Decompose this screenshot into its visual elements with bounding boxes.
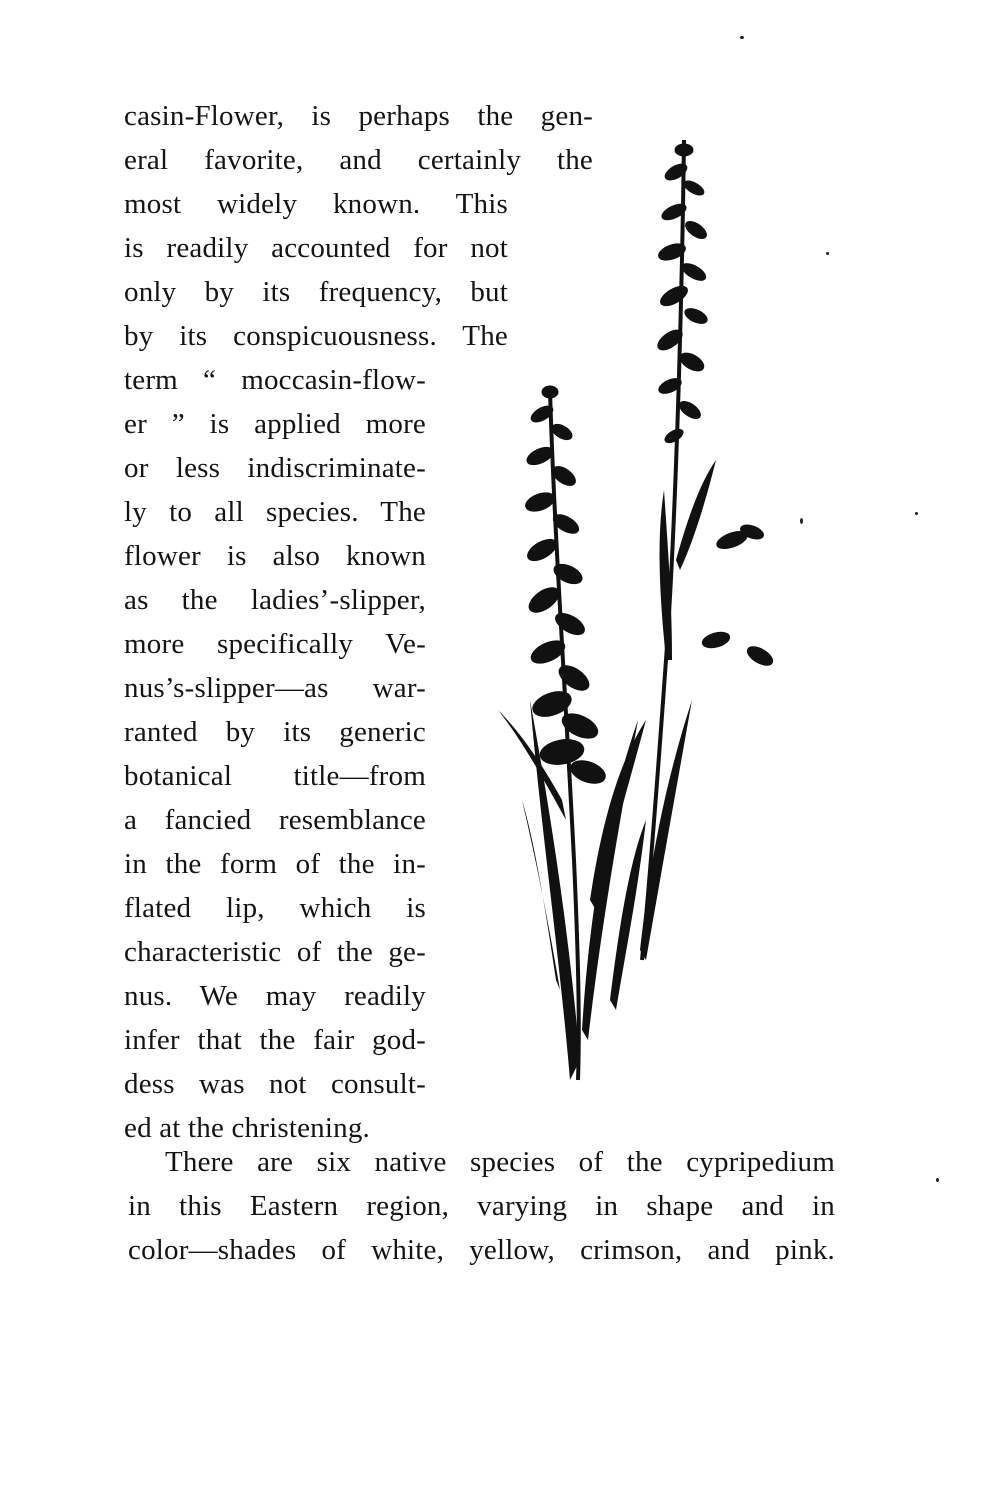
text-line: ed at the christening. [124, 1112, 370, 1144]
flower-spike-illustration [470, 100, 830, 1090]
text-line: by its conspicuousness. The [124, 320, 508, 352]
text-line: ranted by its generic [124, 716, 426, 748]
ink-speck [936, 1178, 939, 1182]
ink-speck [826, 252, 829, 255]
text-line: in the form of the in- [124, 848, 426, 880]
leaf [640, 700, 692, 960]
right-flower-spike [655, 144, 776, 669]
ink-speck [915, 512, 918, 515]
text-line: only by its frequency, but [124, 276, 508, 308]
text-line: term “ moccasin-flow- [124, 364, 426, 396]
leaf [676, 460, 716, 570]
leaf [498, 710, 566, 820]
text-line: in this Eastern region, varying in shape and in [128, 1190, 835, 1222]
text-line: nus. We may readily [124, 980, 426, 1012]
text-line: botanical title—from [124, 760, 426, 792]
text-line: ly to all species. The [124, 496, 426, 528]
text-line: infer that the fair god- [124, 1024, 426, 1056]
text-line: eral favorite, and certainly the [124, 144, 593, 176]
text-line: as the ladies’-slipper, [124, 584, 426, 616]
text-line: most widely known. This [124, 188, 508, 220]
text-line: nus’s-slipper—as war- [124, 672, 426, 704]
ink-speck [740, 36, 744, 39]
text-line: more specifically Ve- [124, 628, 426, 660]
text-line: casin-Flower, is perhaps the gen- [124, 100, 593, 132]
left-flower-spike [523, 386, 608, 788]
ink-speck [800, 518, 803, 524]
text-line: a fancied resemblance [124, 804, 426, 836]
text-line: flated lip, which is [124, 892, 426, 924]
text-line: flower is also known [124, 540, 426, 572]
text-line: or less indiscriminate- [124, 452, 426, 484]
text-line: characteristic of the ge- [124, 936, 426, 968]
text-line: is readily accounted for not [124, 232, 508, 264]
text-line: There are six native species of the cypripedium [165, 1146, 835, 1178]
text-line: er ” is applied more [124, 408, 426, 440]
text-line: color—shades of white, yellow, crimson, and pink. [128, 1234, 835, 1266]
text-line: dess was not consult- [124, 1068, 426, 1100]
